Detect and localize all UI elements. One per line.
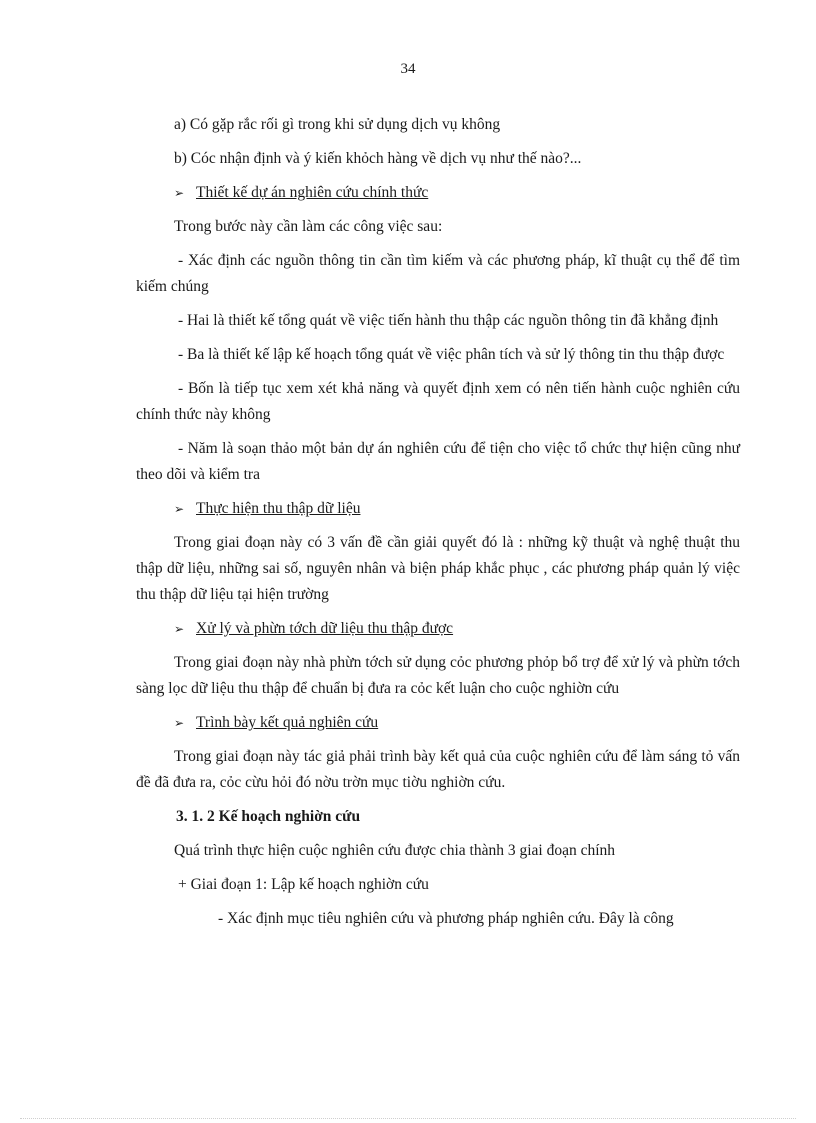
- section-title-analyze: ➢ Xử lý và phừn tớch dữ liệu thu thập được: [136, 616, 740, 642]
- stage-title: + Giai đoạn 1: Lập kế hoạch nghiờn cứu: [178, 876, 429, 893]
- section-title-collect: ➢ Thực hiện thu thập dữ liệu: [136, 496, 740, 522]
- arrow-bullet-icon: ➢: [174, 716, 185, 730]
- section-title-present: ➢ Trình bày kết quả nghiên cứu: [136, 710, 740, 736]
- paragraph: Trong giai đoạn này có 3 vấn đề cần giải quyết đó là : những kỹ thuật và nghệ thuật thu thập dữ liệu, những sai số, nguyên nhân và biện pháp khắc phục , các phương pháp quản lý việc thu thập dữ liệu tại hiện trường: [136, 534, 740, 603]
- list-item-b: b) Cóc nhận định và ý kiến khỏch hàng về dịch vụ như thế nào?...: [174, 150, 582, 167]
- list-item-a: a) Có gặp rắc rối gì trong khi sử dụng dịch vụ không: [174, 116, 501, 133]
- page-number: 34: [400, 61, 416, 77]
- paragraph: Quá trình thực hiện cuộc nghiên cứu được chia thành 3 giai đoạn chính: [174, 842, 616, 859]
- paragraph: - Xác định mục tiêu nghiên cứu và phương pháp nghiên cứu. Đây là công: [218, 910, 674, 927]
- arrow-bullet-icon: ➢: [174, 502, 185, 516]
- section-heading: 3. 1. 2 Kế hoạch nghiờn cứu: [176, 808, 361, 825]
- paragraph: Trong giai đoạn này nhà phừn tớch sử dụng cỏc phương phỏp bổ trợ để xử lý và phừn tớch sàng lọc dữ liệu thu thập để chuẩn bị đưa ra cỏc kết luận cho cuộc nghiờn cứu: [136, 654, 740, 697]
- paragraph: - Xác định các nguồn thông tin cần tìm kiếm và các phương pháp, kĩ thuật cụ thể để tìm kiếm chúng: [136, 252, 740, 295]
- page-bottom-border: [20, 1118, 796, 1119]
- paragraph: Trong giai đoạn này tác giả phải trình bày kết quả của cuộc nghiên cứu để làm sáng tỏ vấn đề đã đưa ra, cỏc cừu hỏi đó nờu trờn mục tiờu nghiờn cứu.: [136, 748, 740, 791]
- arrow-bullet-icon: ➢: [174, 186, 185, 200]
- section-title-design: ➢ Thiết kế dự án nghiên cứu chính thức: [136, 180, 740, 206]
- paragraph: - Năm là soạn thảo một bản dự án nghiên cứu để tiện cho việc tổ chức thự hiện cũng như theo dõi và kiểm tra: [136, 440, 740, 483]
- paragraph: - Hai là thiết kế tổng quát về việc tiến hành thu thập các nguồn thông tin đã khẳng định: [178, 312, 719, 329]
- document-body: [136, 112, 740, 932]
- arrow-bullet-icon: ➢: [174, 622, 185, 636]
- paragraph: - Bốn là tiếp tục xem xét khả năng và quyết định xem có nên tiến hành cuộc nghiên cứu chính thức này không: [136, 380, 740, 423]
- paragraph: - Ba là thiết kế lập kế hoạch tổng quát về việc phân tích và sử lý thông tin thu thập được: [178, 346, 725, 363]
- paragraph: Trong bước này cần làm các công việc sau:: [174, 218, 443, 235]
